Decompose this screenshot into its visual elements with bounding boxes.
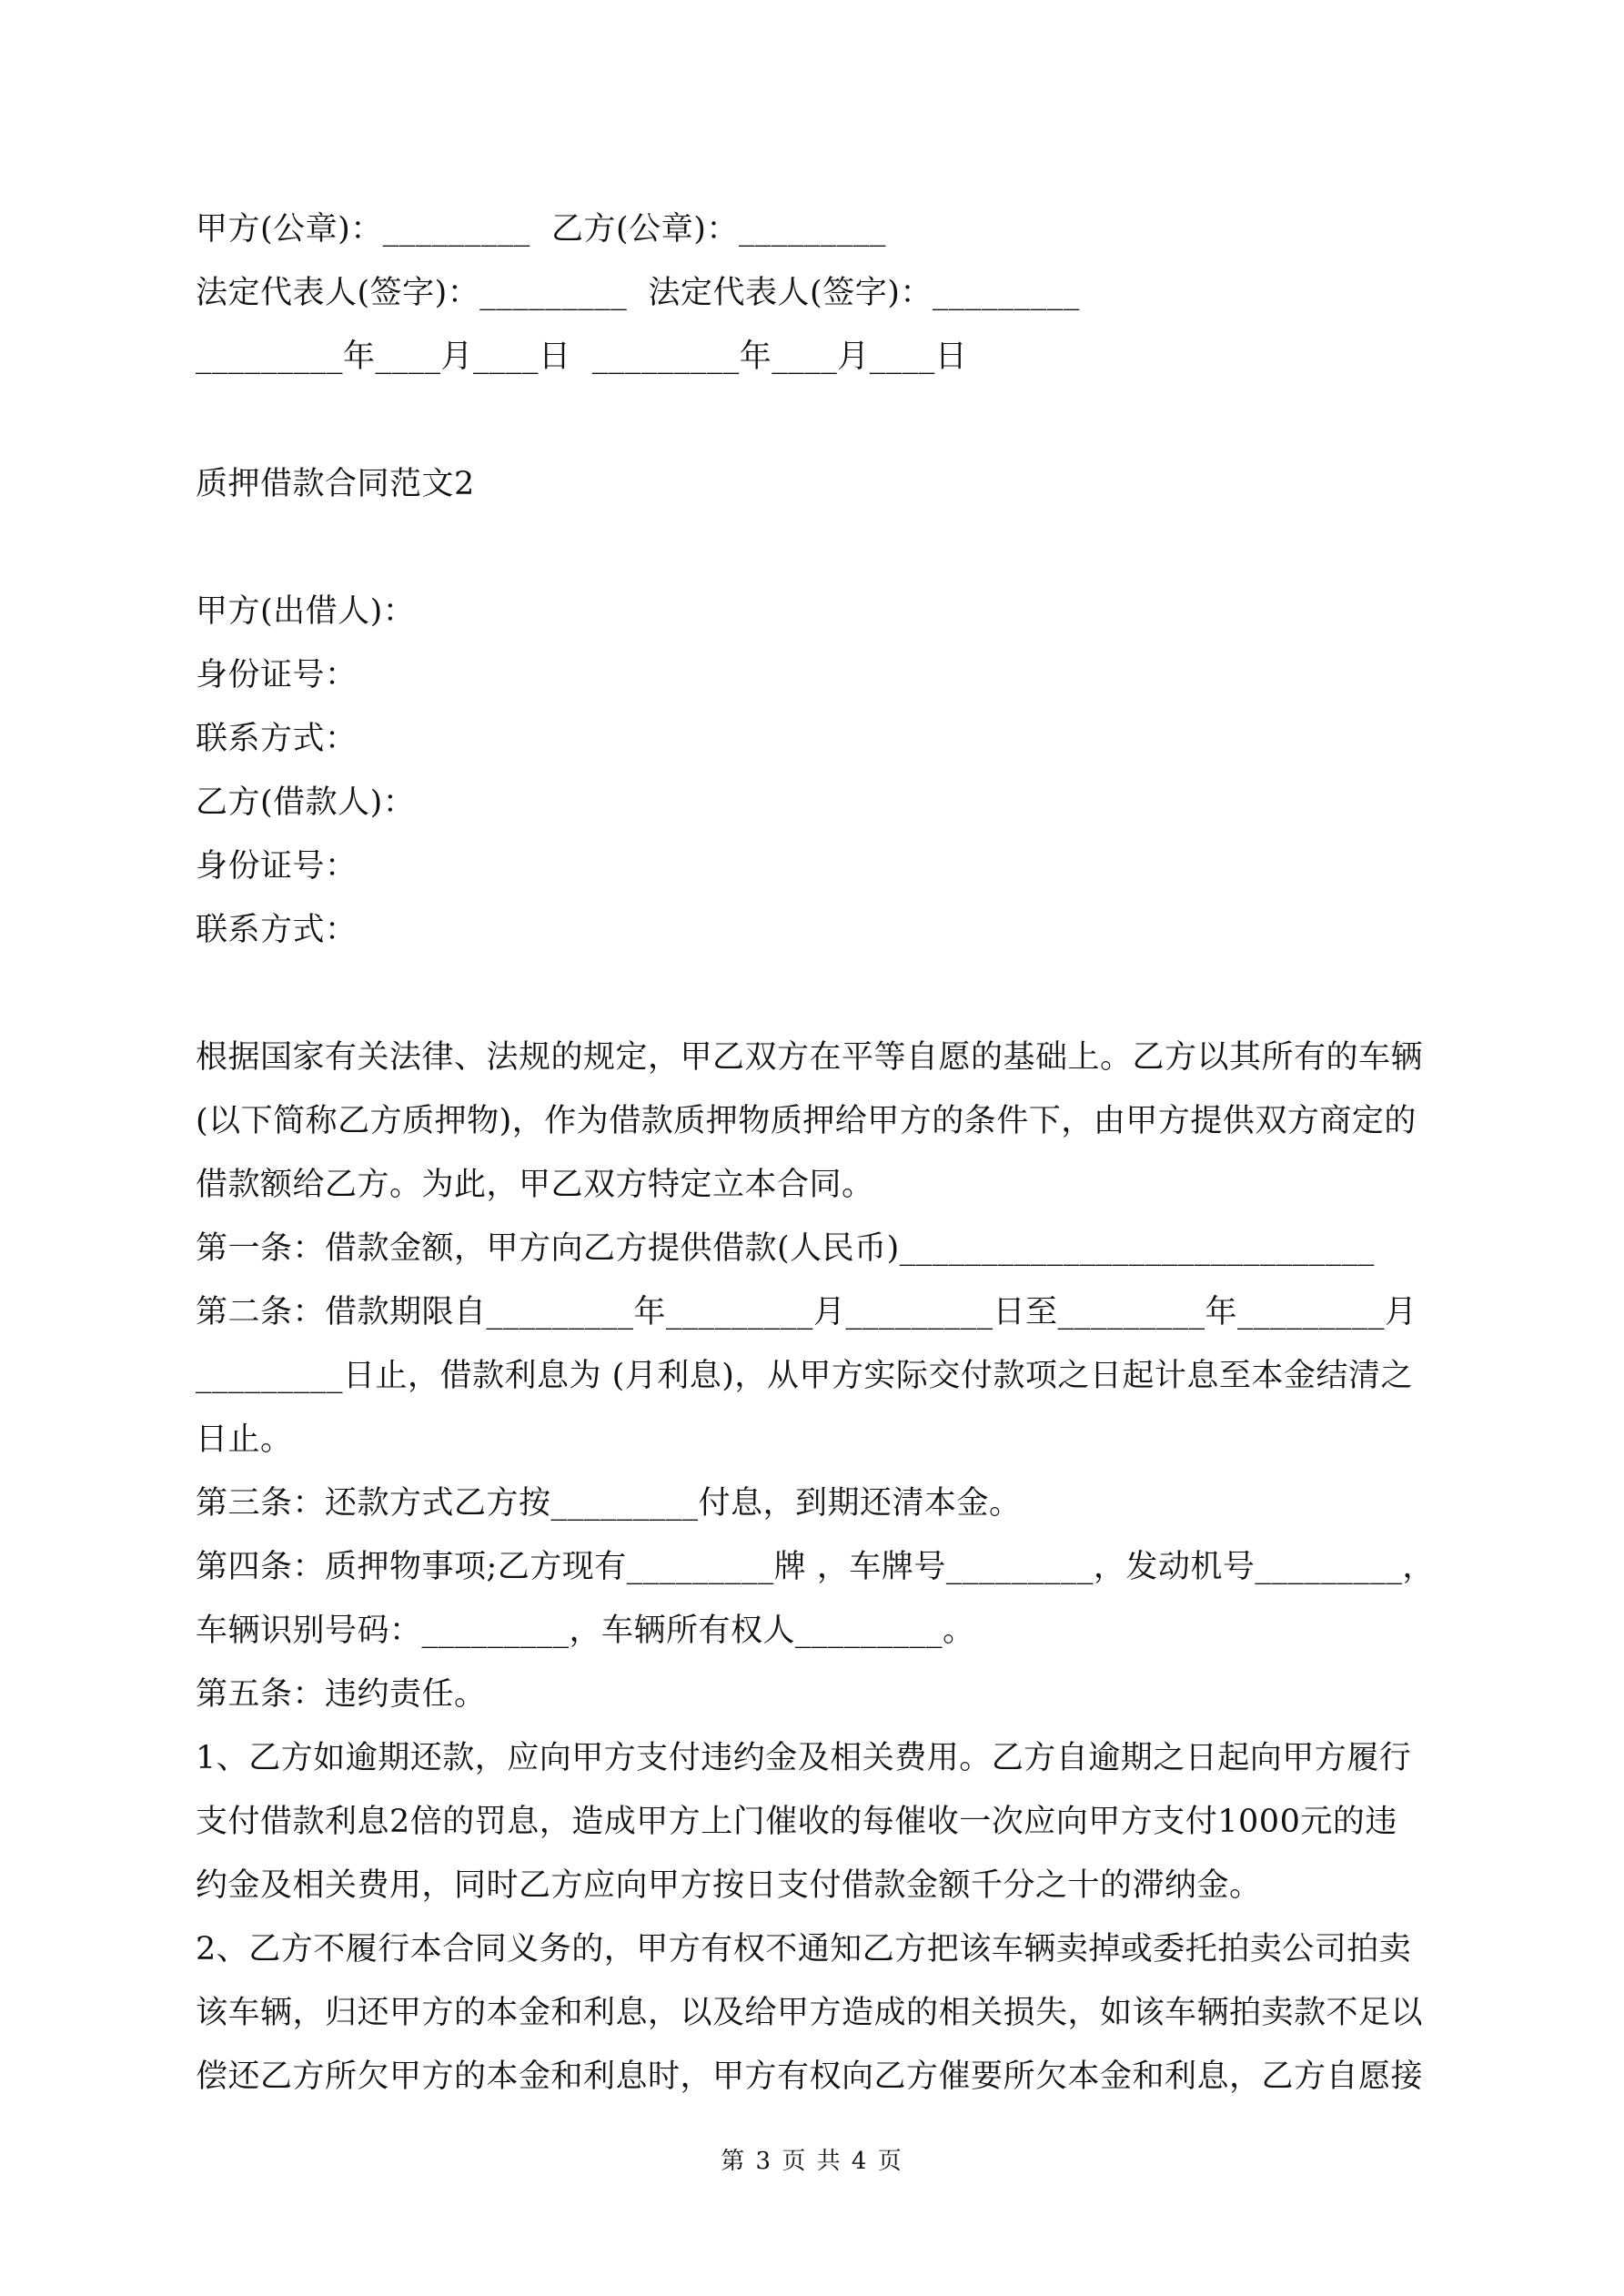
- body-line: 根据国家有关法律、法规的规定，甲乙双方在平等自愿的基础上。乙方以其所有的车辆: [196, 1039, 1424, 1076]
- body-line: 日止。: [196, 1421, 293, 1458]
- clause-4: 第四条：质押物事项;乙方现有_________牌 ，车牌号_________，发动机号_________，: [196, 1549, 1435, 1585]
- seal-line: 甲方(公章)：_________ 乙方(公章)：_________: [196, 211, 886, 248]
- representative-line: 法定代表人(签字)：_________ 法定代表人(签字)：_________: [196, 275, 1080, 311]
- body-line: 借款额给乙方。为此，甲乙双方特定立本合同。: [196, 1167, 874, 1203]
- party-lender-contact: 联系方式：: [196, 721, 358, 757]
- body-line: 车辆识别号码：_________，车辆所有权人_________。: [196, 1613, 975, 1649]
- body-line: 偿还乙方所欠甲方的本金和利息时，甲方有权向乙方催要所欠本金和利息，乙方自愿接: [196, 2058, 1424, 2095]
- party-borrower-id: 身份证号：: [196, 848, 358, 885]
- body-line: (以下简称乙方质押物)，作为借款质押物质押给甲方的条件下，由甲方提供双方商定的: [196, 1103, 1417, 1139]
- body-line: 支付借款利息2倍的罚息，造成甲方上门催收的每催收一次应向甲方支付1000元的违: [196, 1804, 1397, 1840]
- clause-1: 第一条：借款金额，甲方向乙方提供借款(人民币)_____________________________: [196, 1230, 1375, 1267]
- body-line: 2、乙方不履行本合同义务的，甲方有权不通知乙方把该车辆卖掉或委托拍卖公司拍卖: [196, 1931, 1412, 1967]
- page-number-footer: 第 3 页 共 4 页: [721, 2148, 903, 2175]
- date-line: _________年____月____日 _________年____月____日: [196, 339, 968, 375]
- body-line: _________日止，借款利息为 (月利息)，从甲方实际交付款项之日起计息至本金结清之: [196, 1358, 1413, 1394]
- body-line: 约金及相关费用，同时乙方应向甲方按日支付借款金额千分之十的滞纳金。: [196, 1867, 1262, 1904]
- clause-5: 第五条：违约责任。: [196, 1676, 487, 1713]
- clause-2: 第二条：借款期限自_________年_________月_________日至_________年_________月: [196, 1294, 1417, 1330]
- body-line: 1、乙方如逾期还款，应向甲方支付违约金及相关费用。乙方自逾期之日起向甲方履行: [196, 1740, 1412, 1776]
- clause-3: 第三条：还款方式乙方按_________付息，到期还清本金。: [196, 1485, 1022, 1522]
- party-lender: 甲方(出借人)：: [196, 593, 416, 630]
- party-borrower: 乙方(借款人)：: [196, 784, 416, 821]
- contract-title: 质押借款合同范文2: [196, 466, 475, 502]
- body-line: 该车辆，归还甲方的本金和利息，以及给甲方造成的相关损失，如该车辆拍卖款不足以: [196, 1995, 1424, 2031]
- party-borrower-contact: 联系方式：: [196, 912, 358, 948]
- party-lender-id: 身份证号：: [196, 657, 358, 693]
